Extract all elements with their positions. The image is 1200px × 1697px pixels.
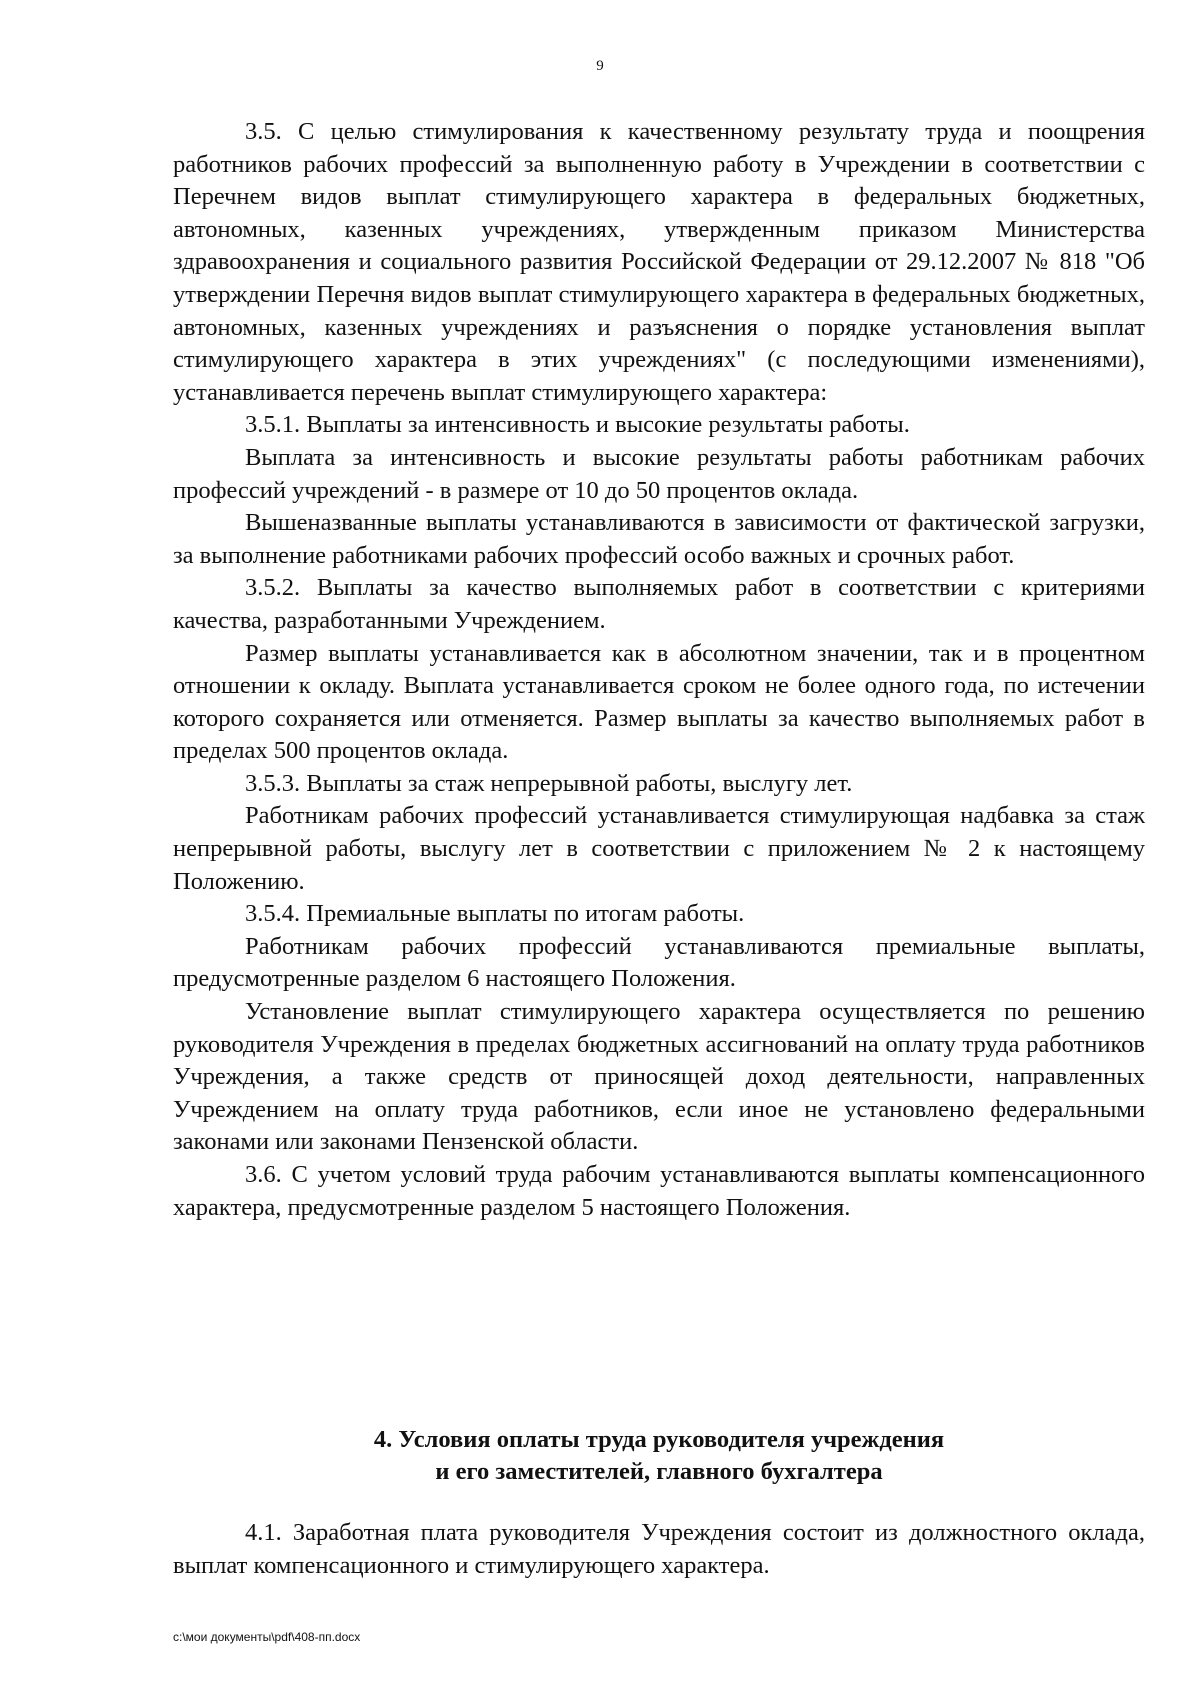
paragraph-3-5-2: 3.5.2. Выплаты за качество выполняемых работ в соответствии с критериями качества, разработанными Учреждением. (173, 574, 1145, 634)
paragraph-seniority-bonus: Работникам рабочих профессий устанавливается стимулирующая надбавка за стаж непрерывной работы, выслугу лет в соответствии с приложением № 2 к настоящему Положению. (173, 802, 1145, 895)
paragraph-3-5-3: 3.5.3. Выплаты за стаж непрерывной работы, выслугу лет. (245, 769, 853, 797)
section-4-body (173, 1517, 1145, 1582)
section-3-body (173, 116, 1145, 1224)
page-number: 9 (596, 58, 604, 74)
paragraph-3-5: 3.5. С целью стимулирования к качественному результату труда и поощрения работников рабочих профессий за выполненную работу в Учреждении в соответствии с Перечнем видов выплат стимулирующего характера в федеральных бюджетных, автономных, казенных учреждениях, утвержденным приказом Министерства здравоохранения и социального развития Российской Федерации от 29.12.2007 № 818 "Об утверждении Перечня видов выплат стимулирующего характера в федеральных бюджетных, автономных, казенных учреждениях и разъяснения о порядке установления выплат стимулирующего характера в этих учреждениях" (с последующими изменениями), устанавливается перечень выплат стимулирующего характера: (173, 118, 1145, 406)
paragraph-premium-payments: Работникам рабочих профессий устанавливаются премиальные выплаты, предусмотренные разделом 6 настоящего Положения. (173, 932, 1145, 993)
heading-line-1: 4. Условия оплаты труда руководителя учреждения (373, 1426, 945, 1453)
footer-file-path: c:\мои документы\pdf\408-пп.docx (173, 1630, 361, 1644)
paragraph-payment-size: Размер выплаты устанавливается как в абсолютном значении, так и в процентном отношении к окладу. Выплата устанавливается сроком не более одного года, по истечении которого сохраняется или отменяется. Размер выплаты за качество выполняемых работ в пределах 500 процентов оклада. (173, 639, 1145, 765)
paragraph-workload: Вышеназванные выплаты устанавливаются в зависимости от фактической загрузки, за выполнение работниками рабочих профессий особо важных и срочных работ. (173, 509, 1145, 569)
paragraph-establishment: Установление выплат стимулирующего характера осуществляется по решению руководителя Учреждения в пределах бюджетных ассигнований на оплату труда работников Учреждения, а также средств от приносящей доход деятельности, направленных Учреждением на оплату труда работников, если иное не установлено федеральными законами или законами Пензенской области. (173, 998, 1145, 1156)
paragraph-3-6: 3.6. С учетом условий труда рабочим устанавливаются выплаты компенсационного характера, предусмотренные разделом 5 настоящего Положения. (173, 1161, 1145, 1221)
paragraph-3-5-1: 3.5.1. Выплаты за интенсивность и высокие результаты работы. (245, 411, 910, 439)
section-4-heading (173, 1424, 1145, 1488)
paragraph-4-1: 4.1. Заработная плата руководителя Учреждения состоит из должностного оклада, выплат компенсационного и стимулирующего характера. (173, 1519, 1145, 1579)
paragraph-3-5-4: 3.5.4. Премиальные выплаты по итогам работы. (245, 900, 745, 928)
heading-line-2: и его заместителей, главного бухгалтера (435, 1458, 883, 1485)
paragraph-intensity-payment: Выплата за интенсивность и высокие результаты работы работникам рабочих профессий учреждений - в размере от 10 до 50 процентов оклада. (173, 443, 1145, 504)
